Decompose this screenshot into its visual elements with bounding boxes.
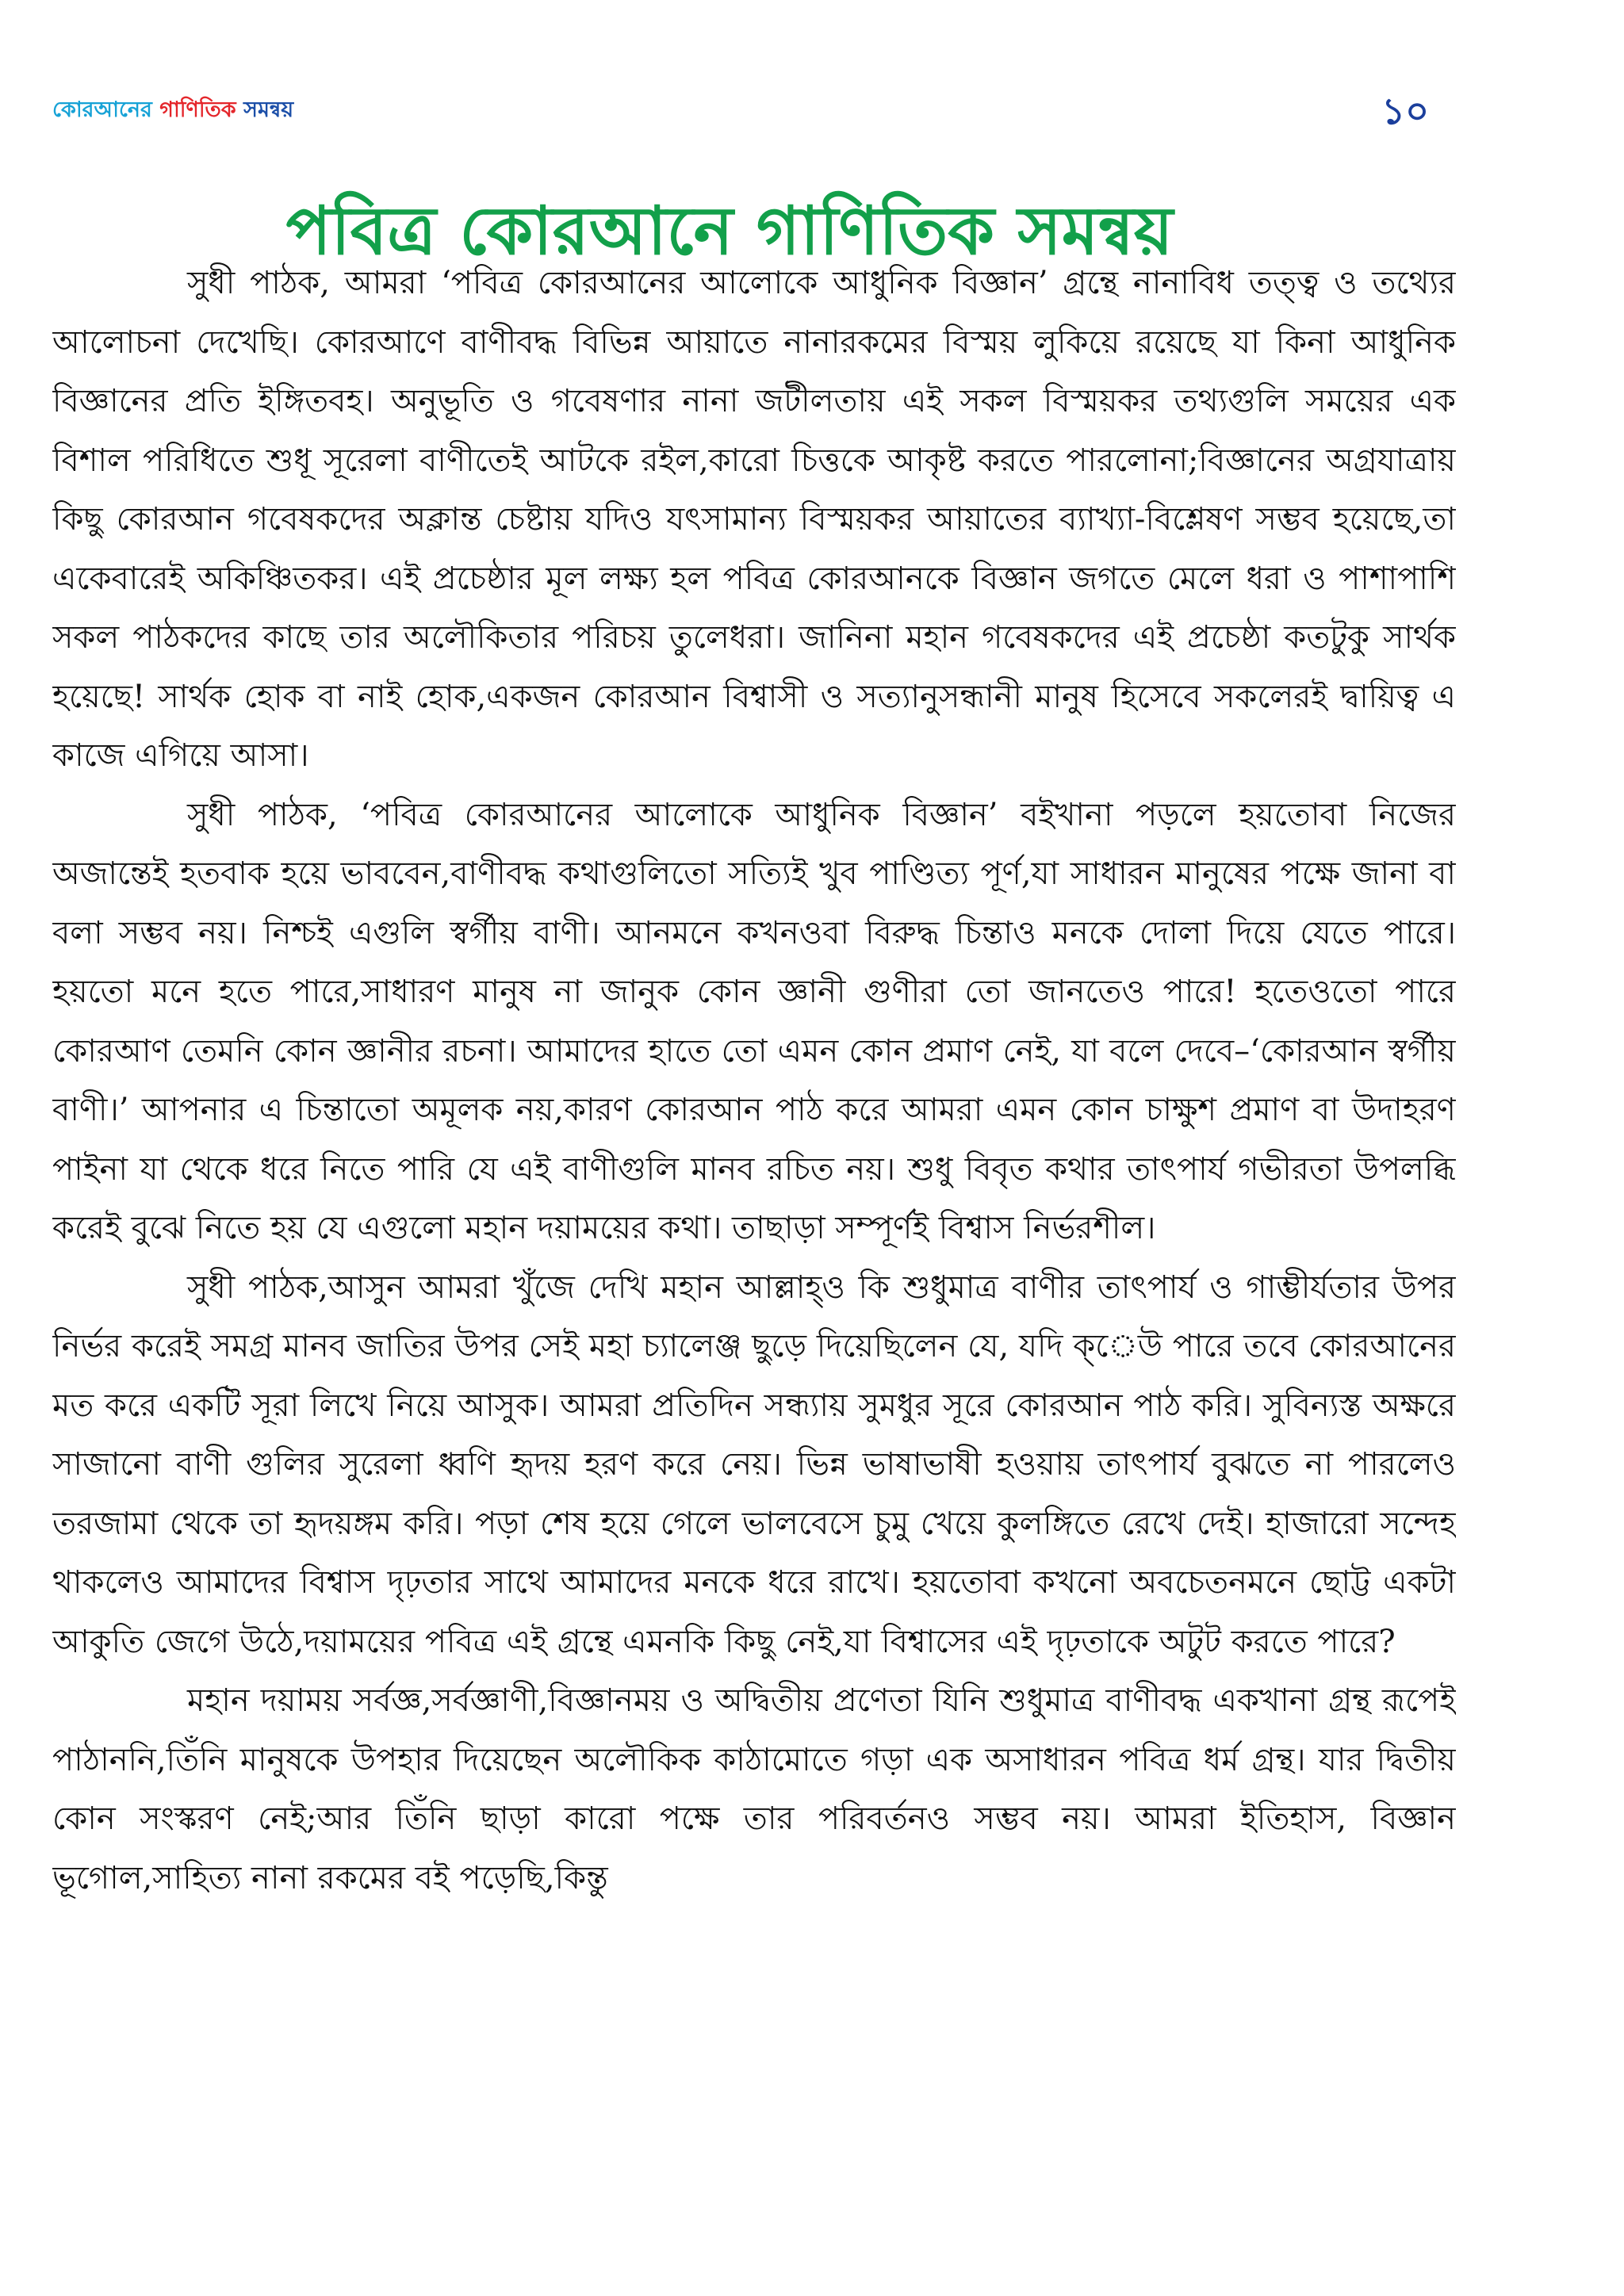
paragraph-3: সুধী পাঠক,আসুন আমরা খুঁজে দেখি মহান আল্লাহ্ও কি শুধুমাত্র বাণীর তাৎপার্য ও গাম্ভীর্যতার উপর নির্ভর করেই সমগ্র মানব জাতির উপর সেই মহা চ্যালেঞ্জ ছুড়ে দিয়েছিলেন যে, যদি ক্েউ পারে তবে কোরআনের মত করে একটি সূরা লিখে নিয়ে আসুক। আমরা প্রতিদিন সন্ধ্যায় সুমধুর সূরে কোরআন পাঠ করি। সুবিন্যস্ত অক্ষরে সাজানো বাণী গুলির সুরেলা ধ্বণি হৃদয় হরণ করে নেয়। ভিন্ন ভাষাভাষী হওয়ায় তাৎপার্য বুঝতে না পারলেও তরজামা থেকে তা হৃদয়ঙ্গম করি। পড়া শেষ হয়ে গেলে ভালবেসে চুমু খেয়ে কুলঙ্গিতে রেখে দেই। হাজারো সন্দেহ থাকলেও আমাদের বিশ্বাস দৃঢ়তার সাথে আমাদের মনকে ধরে রাখে। হয়তোবা কখনো অবচেতনমনে ছোট্ট একটা আকুতি জেগে উঠে,দয়াময়ের পবিত্র এই গ্রন্থে এমনকি কিছু নেই,যা বিশ্বাসের এই দৃঢ়তাকে অটুট করতে পারে? (52, 1269, 1456, 1660)
page-header (52, 89, 1448, 136)
running-title-part-3: সমন্বয় (243, 98, 294, 122)
page-title: পবিত্র কোরআনে গাণিতিক সমন্বয় (285, 192, 1174, 270)
paragraph-4: মহান দয়াময় সর্বজ্ঞ,সর্বজ্ঞাণী,বিজ্ঞানময় ও অদ্বিতীয় প্রণেতা যিনি শুধুমাত্র বাণীবদ্ধ একখানা গ্রন্থ রূপেই পাঠাননি,তিঁনি মানুষকে উপহার দিয়েছেন অলৌকিক কাঠামোতে গড়া এক অসাধারন পবিত্র ধর্ম গ্রন্থ। যার দ্বিতীয় কোন সংস্করণ নেই;আর তিঁনি ছাড়া কারো পক্ষে তার পরিবর্তনও সম্ভব নয়। আমরা ইতিহাস, বিজ্ঞান ভূগোল,সাহিত্য নানা রকমের বই পড়েছি,কিন্তু (52, 1682, 1456, 1896)
page-number: ১০ (1381, 90, 1429, 132)
running-title (52, 94, 293, 129)
paragraph-1: সুধী পাঠক, আমরা ‘পবিত্র কোরআনের আলোকে আধুনিক বিজ্ঞান’ গ্রন্থে নানাবিধ তত্ত্ব ও তথ্যের আলোচনা দেখেছি। কোরআণে বাণীবদ্ধ বিভিন্ন আয়াতে নানারকমের বিস্ময় লুকিয়ে রয়েছে যা কিনা আধুনিক বিজ্ঞানের প্রতি ইঙ্গিতবহ। অনুভূতি ও গবেষণার নানা জটীলতায় এই সকল বিস্ময়কর তথ্যগুলি সময়ের এক বিশাল পরিধিতে শুধূ সূরেলা বাণীতেই আটকে রইল,কারো চিত্তকে আকৃষ্ট করতে পারলোনা;বিজ্ঞানের অগ্রযাত্রায় কিছু কোরআন গবেষকদের অক্লান্ত চেষ্টায় যদিও যৎসামান্য বিস্ময়কর আয়াতের ব্যাখ্যা-বিশ্লেষণ সম্ভব হয়েছে,তা একেবারেই অকিঞ্চিতকর। এই প্রচেষ্ঠার মূল লক্ষ্য হল পবিত্র কোরআনকে বিজ্ঞান জগতে মেলে ধরা ও পাশাপাশি সকল পাঠকদের কাছে তার অলৌকিতার পরিচয় তুলেধরা। জানিনা মহান গবেষকদের এই প্রচেষ্ঠা কতটুকু সার্থক হয়েছে! সার্থক হোক বা নাই হোক,একজন কোরআন বিশ্বাসী ও সত্যানুসন্ধানী মানুষ হিসেবে সকলেরই দ্বায়িত্ব এ কাজে এগিয়ে আসা। (52, 265, 1456, 774)
body-text (52, 254, 1456, 2267)
paragraph-2: সুধী পাঠক, ‘পবিত্র কোরআনের আলোকে আধুনিক বিজ্ঞান’ বইখানা পড়লে হয়তোবা নিজের অজান্তেই হতবাক হয়ে ভাববেন,বাণীবদ্ধ কথাগুলিতো সত্যিই খুব পাণ্ডিত্য পূর্ণ,যা সাধারন মানুষের পক্ষে জানা বা বলা সম্ভব নয়। নিশ্চই এগুলি স্বর্গীয় বাণী। আনমনে কখনওবা বিরুদ্ধ চিন্তাও মনকে দোলা দিয়ে যেতে পারে। হয়তো মনে হতে পারে,সাধারণ মানুষ না জানুক কোন জ্ঞানী গুণীরা তো জানতেও পারে! হতেওতো পারে কোরআণ তেমনি কোন জ্ঞানীর রচনা। আমাদের হাতে তো এমন কোন প্রমাণ নেই, যা বলে দেবে–‘কোরআন স্বর্গীয় বাণী।’ আপনার এ চিন্তাতো অমূলক নয়,কারণ কোরআন পাঠ করে আমরা এমন কোন চাক্ষুশ প্রমাণ বা উদাহরণ পাইনা যা থেকে ধরে নিতে পারি যে এই বাণীগুলি মানব রচিত নয়। শুধু বিবৃত কথার তাৎপার্য গভীরতা উপলব্ধি করেই বুঝে নিতে হয় যে এগুলো মহান দয়াময়ের কথা। তাছাড়া সম্পূর্ণই বিশ্বাস নির্ভরশীল। (52, 796, 1456, 1246)
running-title-part-2: গাণিতিক (159, 98, 244, 122)
running-title-part-1: কোরআনের (52, 98, 160, 122)
